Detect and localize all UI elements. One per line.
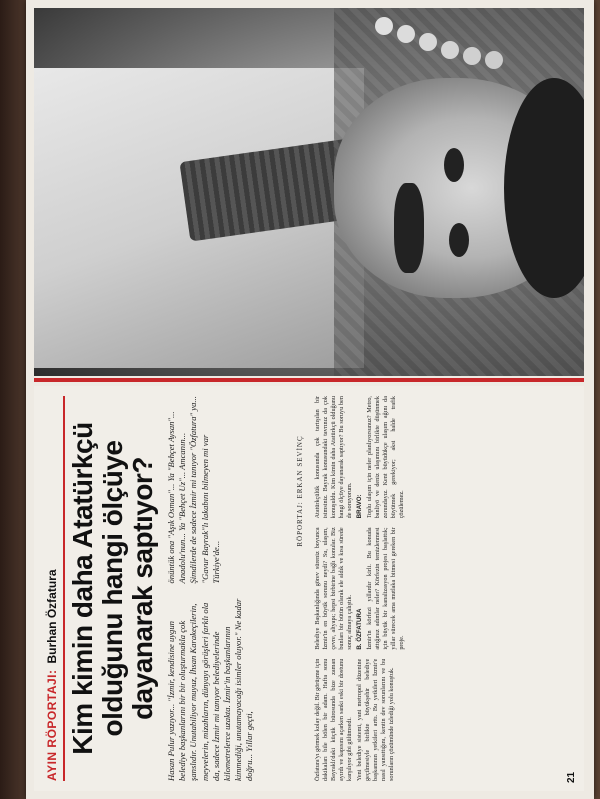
body-text (314, 396, 564, 781)
body-paragraph (356, 527, 364, 649)
intro-column (166, 396, 258, 584)
headline-line: olduğunu hangi ölçüye (97, 440, 128, 737)
body-paragraph: Belediye Başkanlığında görev süreniz boyunca İzmir'in en büyük sorunu neydi? Su, ulaşım, çevre, altyapı; hepsi birbirine bağlı konular. Biz bunları bir bütün olarak ele aldık ve kısa sürede sonuç almaya çalıştık. (314, 527, 353, 650)
section-label: AYIN RÖPORTAJI: (45, 669, 59, 781)
intro-column (166, 594, 258, 782)
body-column (314, 396, 564, 518)
body-paragraph: İzmir'in körfezi yıllardır kirli. Bu konuda attığınız adımlar neler? Körfezin temizlenmesi için büyük bir kanalizasyon projesi başlattık; yıllar sürecek ama mutlaka bitmesi gereken bir proje. (366, 527, 405, 650)
portrait-photo (34, 8, 584, 376)
speaker-label: B. ÖZFATURA (356, 608, 363, 650)
headline-line: Kim kimin daha Atatürkçü (67, 422, 98, 755)
body-column (314, 659, 564, 781)
red-divider-bar (34, 378, 584, 382)
body-paragraph (356, 396, 364, 518)
body-paragraph: Özfatura'yı görmek kolay değil. Bir görüşme için dakikaları bile bölen bir adam. Hafta sonu Bayraklı'daki küçük bürosunda bize zaman ayırdı ve kapısını açarken sanki eski bir dostunu karşılıyor gibi gülümsedi. (314, 658, 353, 781)
section-header (42, 401, 62, 781)
eye (449, 223, 469, 257)
body-paragraph: Toplu ulaşım için neler planlıyorsunuz? Metro, banliyö ve deniz ulaşımını birlikte düşünmek zorundayız. Kent büyüdükçe ulaşım ağını da büyütmek gerekiyor; aksi halde trafik çözülemez. (366, 396, 405, 519)
byline: RÖPORTAJ: ERKAN SEVİNÇ (296, 435, 304, 547)
intro-paragraph: önüntük ona "Aşık Osman"... Ya "Behçet Aysan"... Anadolu'nun... Ya "Behçet Uz"... Amcanın... Şimdilerde de sadece İzmir mi tanıyor "Özfatura" ya... "Gavur Bayrak"lı lakabını bilmeyen mi var Türkiye'de... (166, 396, 221, 584)
section-name: Burhan Özfatura (45, 569, 59, 664)
header-rule (63, 396, 65, 781)
eye (444, 148, 464, 182)
body-paragraph: Atatürkçülük konusunda çok tartışılan bir isimsiniz. Bayrak konusundaki tavrınız da çok konuşuldu. Kim kimin daha Atatürkçü olduğunu hangi ölçüye dayanarak saptıyor? Bu soruyu ben de soruyorum. (314, 396, 353, 519)
speaker-label: BRAVO: (356, 494, 363, 519)
headline-line: dayanarak saptıyor? (127, 457, 158, 720)
mustache (394, 183, 424, 273)
headline (68, 396, 158, 781)
body-paragraph: Yeni belediye sistemi, yani metropol düzenine geçilmesiyle birlikte büyükşehir belediye başkanının yetkileri arttı. Bu yetkileri İzmir'e nasıl yansıttığını, kentin dev sorunlarını ve bu sorunların çözümünde izlediği yolu konuştuk. (356, 658, 395, 781)
text-page (34, 386, 584, 791)
page-number: 21 (566, 771, 577, 783)
text-page-frame (34, 386, 584, 791)
intro-text (166, 396, 258, 781)
body-column (314, 527, 564, 649)
pearl-necklace (364, 14, 564, 74)
intro-paragraph: Hasan Pulur yazıyor... "İzmir, kendisine uygun belediye başkanlarını bir bir oluşturmakla çok şanslıdır. Unutabiliyor muyuz, İhsan Karakeçilerin, meyvelerin, mizahların, dünyayı görüşleri farklı ola da, sadece İzmir mi tanıyor belediyelerinde kilometrelerce uzakta. İzmir'in başkanlarının kimmediği, unutamayacağı isimler oluyor." Ne kadar doğru... Yıllar geçti, (166, 598, 255, 781)
